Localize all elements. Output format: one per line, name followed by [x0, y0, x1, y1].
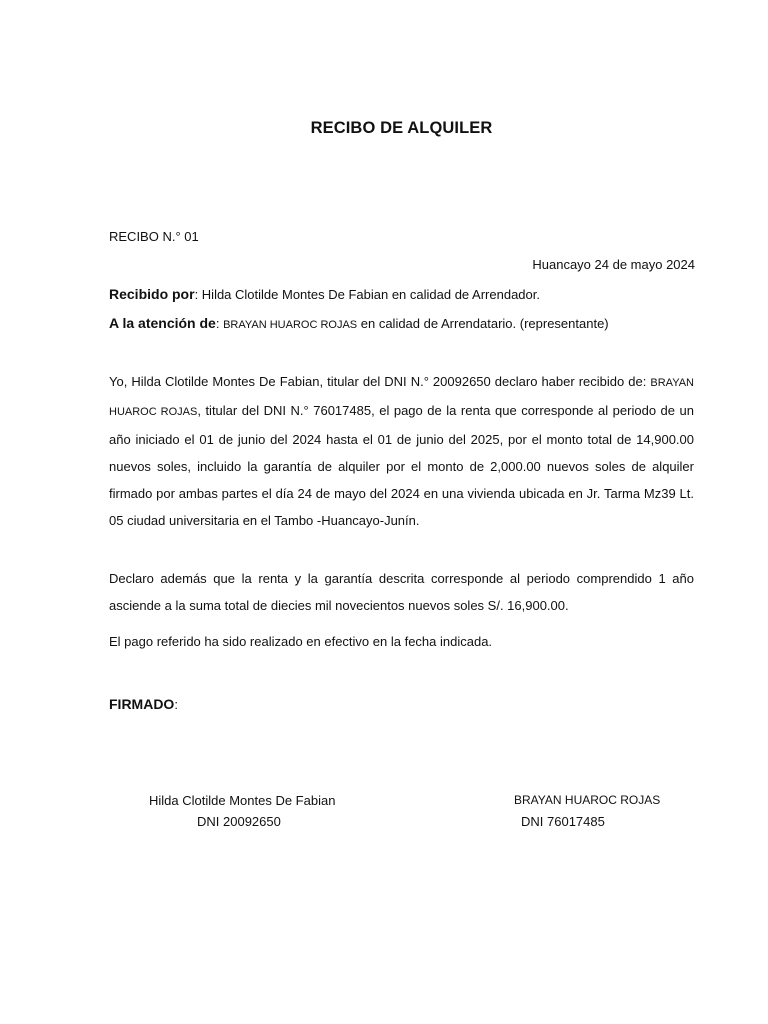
receipt-number: RECIBO N.° 01: [109, 229, 199, 244]
attention-line: [109, 315, 609, 331]
attention-text: en calidad de Arrendatario. (representante): [357, 316, 609, 331]
declaration-paragraph: [109, 368, 694, 534]
landlord-signature-dni: DNI 20092650: [197, 814, 281, 829]
tenant-name-inline: BRAYAN HUAROC ROJAS: [109, 377, 694, 418]
total-paragraph: Declaro además que la renta y la garantía descrita corresponde al periodo comprendido 1 año asciende a la suma total de diecies mil novecientos nuevos soles S/. 16,900.00.: [109, 571, 694, 613]
signed-label: FIRMADO: [109, 696, 175, 712]
tenant-signature-dni: DNI 76017485: [521, 814, 605, 829]
declaration-part-2: , titular del DNI N.° 76017485, el pago de la renta que corresponde al periodo de un año iniciado el 01 de junio del 2024 hasta el 01 de junio del 2025, por el monto total de 14,900.00 nuevos soles, incluido la garantía de alquiler por el monto de 2,000.00 nuevos soles de alquiler firmado por ambas partes el día 24 de mayo del 2024 en una vivienda ubicada en Jr. Tarma Mz39 Lt. 05 ciudad universitaria en el Tambo -Huancayo-Junín.: [109, 403, 694, 528]
attention-colon: :: [215, 316, 224, 331]
declaration-part-1: Yo, Hilda Clotilde Montes De Fabian, titular del DNI N.° 20092650 declaro haber recibido de:: [109, 374, 651, 389]
landlord-signature-name: Hilda Clotilde Montes De Fabian: [149, 793, 336, 808]
received-by-line: [109, 286, 540, 302]
attention-label: A la atención de: [109, 315, 216, 331]
received-by-label: Recibido por: [109, 286, 195, 302]
place-and-date: Huancayo 24 de mayo 2024: [532, 257, 695, 272]
attention-name: BRAYAN HUAROC ROJAS: [223, 319, 358, 331]
tenant-signature-name: BRAYAN HUAROC ROJAS: [514, 793, 661, 807]
signed-colon: :: [174, 697, 178, 712]
document-title: RECIBO DE ALQUILER: [310, 119, 493, 137]
signed-heading: [109, 696, 178, 712]
received-by-text: : Hilda Clotilde Montes De Fabian en calidad de Arrendador.: [194, 287, 540, 302]
payment-paragraph: El pago referido ha sido realizado en efectivo en la fecha indicada.: [109, 634, 493, 649]
